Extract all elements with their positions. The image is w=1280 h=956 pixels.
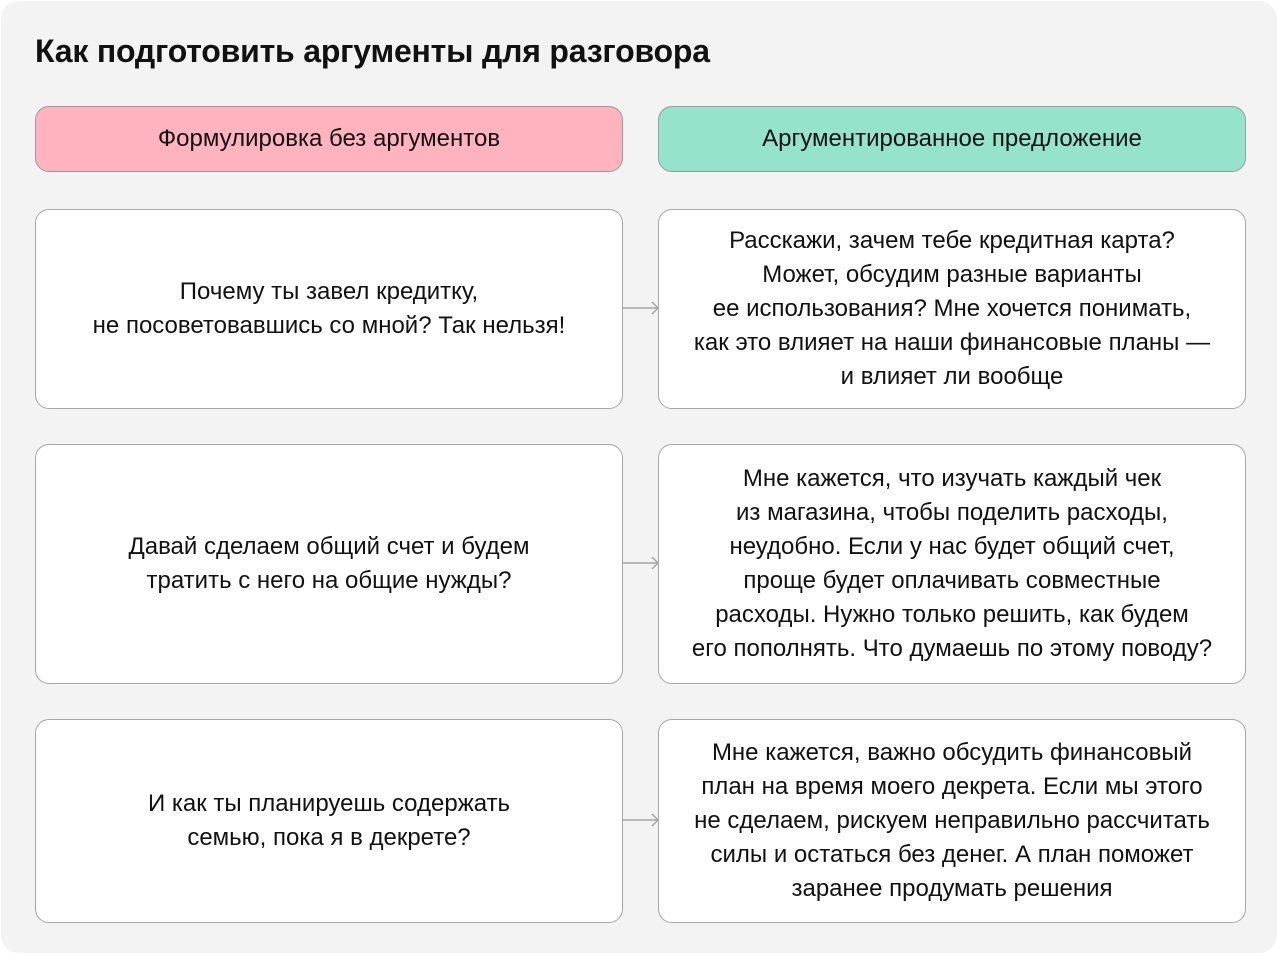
card-without-arguments-2 [35,444,623,684]
diagram-panel [1,1,1277,953]
card-without-arguments-3 [35,719,623,923]
card-text: Мне кажется, что изучать каждый чек из магазина, чтобы поделить расходы, неудобно. Если у нас будет общий счет, проще будет оплачивать совместные расходы. Нужно только решить, как будем его пополнять. Что думаешь по этому поводу? [691,465,1213,662]
header-label: Аргументированное предложение [762,125,1142,152]
card-without-arguments-1 [35,209,623,409]
card-text: Мне кажется, важно обсудить финансовый план на время моего декрета. Если мы этого не сделаем, рискуем неправильно рассчитать силы и остаться без денег. А план поможет заранее продумать решения [694,739,1210,902]
arrow-right-icon [623,556,659,570]
card-text: Почему ты завел кредитку, не посоветовавшись со мной? Так нельзя! [92,278,566,339]
header-label: Формулировка без аргументов [157,125,501,152]
card-with-arguments-1 [658,209,1246,409]
arrow-right-icon [623,813,659,827]
card-text: Давай сделаем общий счет и будем тратить с него на общие нужды? [128,533,530,594]
card-with-arguments-2 [658,444,1246,684]
card-text: Расскажи, зачем тебе кредитная карта? Может, обсудим разные варианты ее использования? Мне хочется понимать, как это влияет на наши финансовые планы — и влияет ли вообще [693,227,1211,390]
card-text: И как ты планируешь содержать семью, пока я в декрете? [147,790,511,851]
card-with-arguments-3 [658,719,1246,923]
page-title: Как подготовить аргументы для разговора [35,33,710,69]
header-without-arguments [35,106,623,172]
header-with-arguments [658,106,1246,172]
arrow-right-icon [623,301,659,315]
